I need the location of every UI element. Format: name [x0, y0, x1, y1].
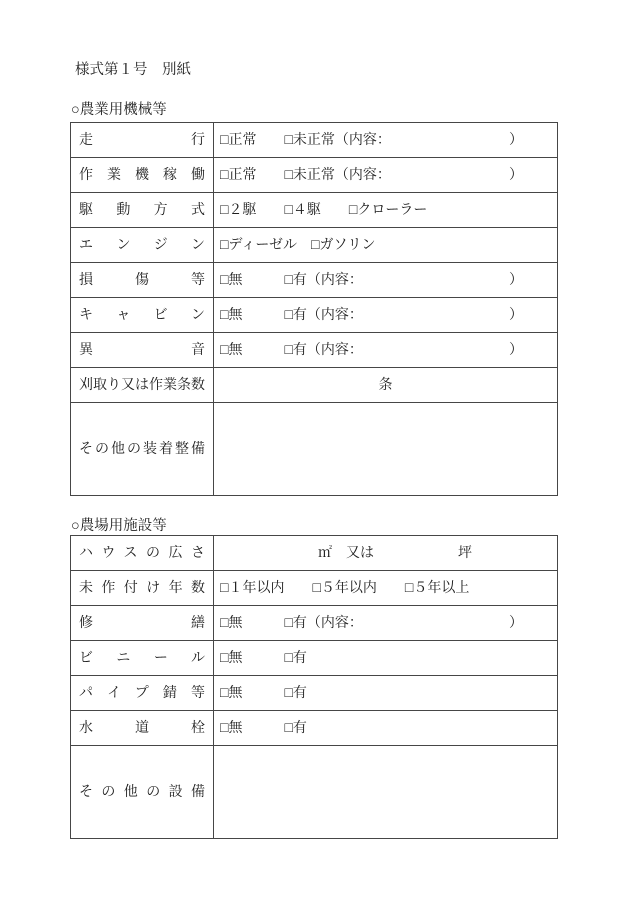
label-cell [71, 746, 214, 839]
close-paren: ） [509, 167, 523, 183]
content-wrap [214, 132, 557, 149]
content-wrap [214, 685, 557, 702]
row-label: ビニール [79, 650, 205, 666]
table-row [71, 158, 558, 193]
content-cell [214, 571, 558, 606]
content-line: ㎡ 又は 坪 [220, 545, 472, 561]
checkbox-options-line: □無 □有 [220, 685, 307, 701]
content-cell [214, 333, 558, 368]
checkbox-options-line: □正常 □未正常（内容： [220, 167, 391, 183]
row-label: ハウスの広さ [79, 545, 205, 561]
table-row [71, 228, 558, 263]
content-wrap [214, 580, 557, 597]
checkbox-options-line: □無 □有（内容： [220, 615, 363, 631]
content-cell [214, 263, 558, 298]
label-cell [71, 606, 214, 641]
content-cell [214, 641, 558, 676]
content-wrap [214, 307, 557, 324]
table-row [71, 711, 558, 746]
section-heading-machinery: ○農業用機械等 [71, 102, 167, 118]
label-cell [71, 228, 214, 263]
row-label: その他の装着整備 [79, 441, 205, 457]
table-row [71, 263, 558, 298]
content-cell [214, 193, 558, 228]
close-paren: ） [509, 615, 523, 631]
table-row [71, 368, 558, 403]
label-cell [71, 571, 214, 606]
checkbox-options-line: □無 □有（内容： [220, 307, 363, 323]
table-row [71, 641, 558, 676]
content-wrap [214, 342, 557, 359]
table-row [71, 333, 558, 368]
row-label: 駆動方式 [79, 202, 205, 218]
section-heading-facility: ○農場用施設等 [71, 518, 167, 534]
content-cell [214, 368, 558, 403]
table-row [71, 298, 558, 333]
row-label: 未作付け年数 [79, 580, 205, 596]
table-row [71, 676, 558, 711]
content-cell [214, 676, 558, 711]
table-row [71, 536, 558, 571]
content-wrap [214, 202, 557, 219]
row-label: 作業機稼働 [79, 167, 205, 183]
label-cell [71, 123, 214, 158]
label-cell [71, 368, 214, 403]
content-wrap [214, 545, 557, 562]
label-cell [71, 403, 214, 496]
close-paren: ） [509, 342, 523, 358]
label-cell [71, 711, 214, 746]
content-wrap [214, 615, 557, 632]
row-label: 刈取り又は作業条数 [79, 377, 205, 393]
checkbox-options-line: □無 □有 [220, 650, 307, 666]
table-row [71, 746, 558, 839]
label-cell [71, 676, 214, 711]
content-cell [214, 606, 558, 641]
label-cell [71, 193, 214, 228]
content-cell [214, 298, 558, 333]
checkbox-options-line: □無 □有 [220, 720, 307, 736]
content-wrap [214, 720, 557, 737]
machinery-table [70, 122, 558, 496]
content-cell [214, 536, 558, 571]
row-label: キャビン [79, 307, 205, 323]
label-cell [71, 158, 214, 193]
content-cell [214, 123, 558, 158]
table-row [71, 403, 558, 496]
free-entry-cell [214, 746, 558, 839]
content-cell [214, 711, 558, 746]
row-label: 損傷等 [79, 272, 205, 288]
label-cell [71, 536, 214, 571]
checkbox-options-line: □無 □有（内容： [220, 272, 363, 288]
free-entry-cell [214, 403, 558, 496]
row-label: 異音 [79, 342, 205, 358]
row-label: パイプ錆等 [79, 685, 205, 701]
row-label: 修繕 [79, 615, 205, 631]
checkbox-options-line: □ディーゼル □ガソリン [220, 237, 376, 253]
close-paren: ） [509, 307, 523, 323]
table-row [71, 571, 558, 606]
facility-table [70, 535, 558, 839]
content-cell [214, 158, 558, 193]
table-row [71, 193, 558, 228]
content-cell [214, 228, 558, 263]
label-cell [71, 263, 214, 298]
checkbox-options-line: □正常 □未正常（内容： [220, 132, 391, 148]
content-wrap [214, 377, 557, 394]
checkbox-options-line: □２駆 □４駆 □クローラー [220, 202, 428, 218]
table-row [71, 606, 558, 641]
label-cell [71, 641, 214, 676]
checkbox-options-line: □１年以内 □５年以内 □５年以上 [220, 580, 470, 596]
row-label: 水道栓 [79, 720, 205, 736]
close-paren: ） [509, 272, 523, 288]
row-label: エンジン [79, 237, 205, 253]
content-wrap [214, 650, 557, 667]
content-wrap [214, 272, 557, 289]
content-wrap [214, 167, 557, 184]
content-wrap [214, 237, 557, 254]
row-label: 走行 [79, 132, 205, 148]
label-cell [71, 333, 214, 368]
checkbox-options-line: □無 □有（内容： [220, 342, 363, 358]
close-paren: ） [509, 132, 523, 148]
unit-text: 条 [378, 377, 393, 393]
table-row [71, 123, 558, 158]
form-number-title: 様式第１号 別紙 [75, 62, 191, 78]
label-cell [71, 298, 214, 333]
row-label: その他の設備 [79, 784, 205, 800]
